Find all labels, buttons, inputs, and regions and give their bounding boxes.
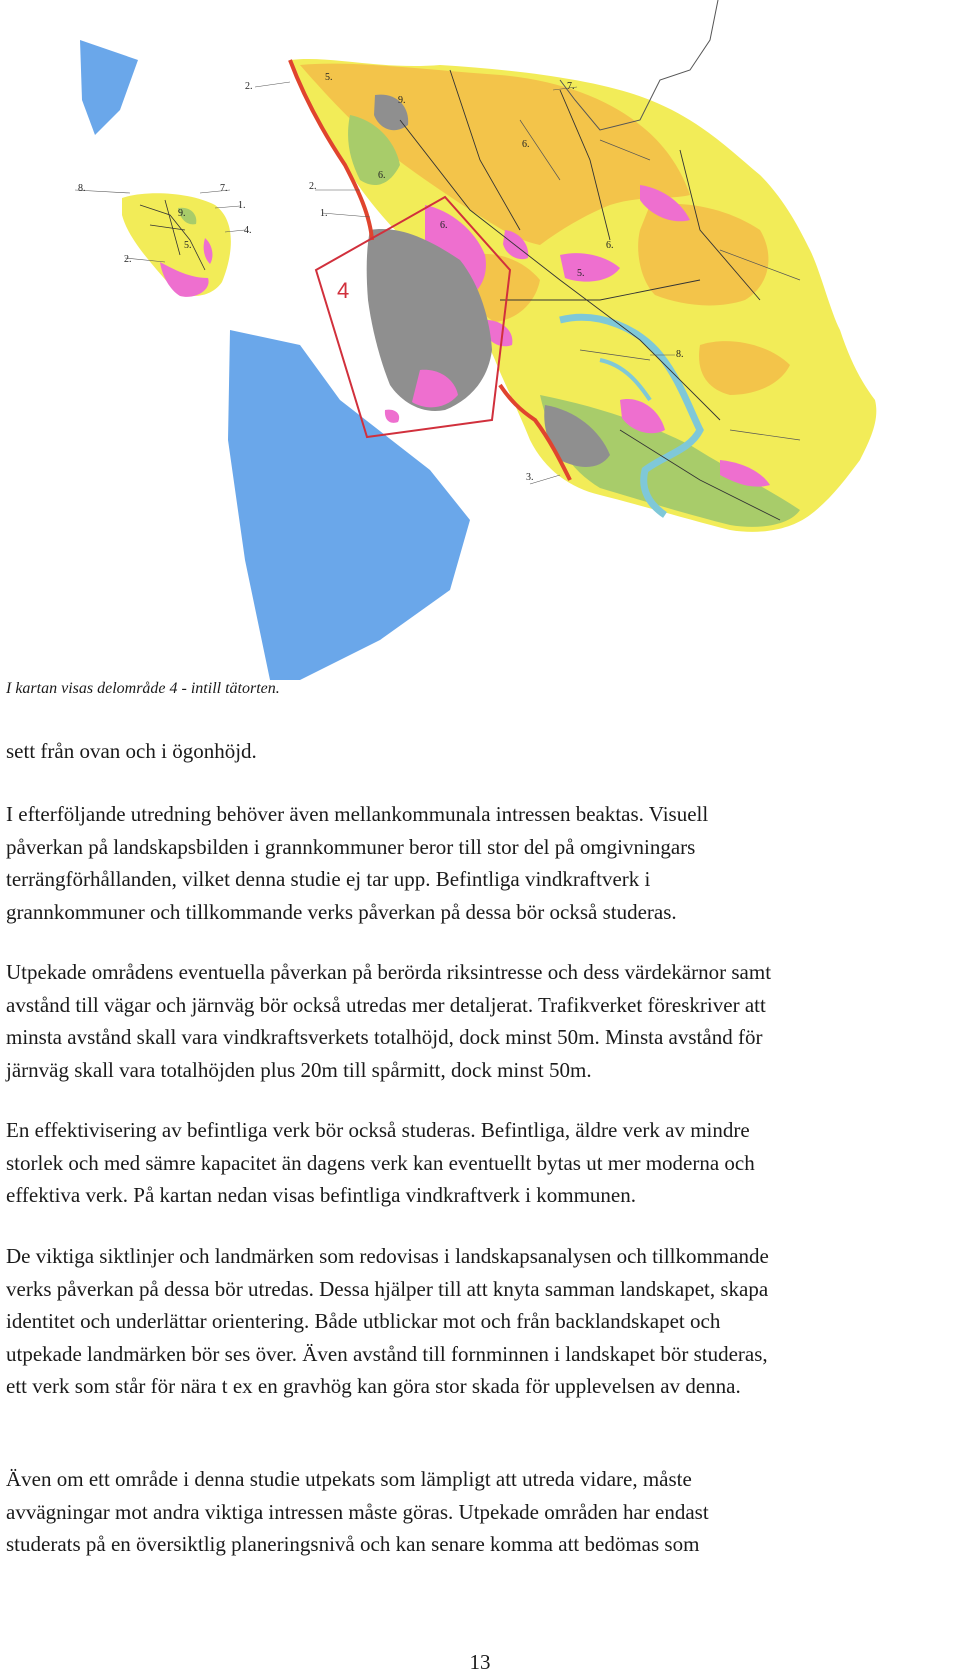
zone-label: 1.: [238, 200, 246, 211]
text-line: sett från ovan och i ögonhöjd.: [6, 739, 257, 763]
text-line: avvägningar mot andra viktiga intressen måste göras. Utpekade områden har endast: [6, 1499, 709, 1524]
text-line: En effektivisering av befintliga verk bör också studeras. Befintliga, äldre verk av mindre: [6, 1118, 750, 1142]
zone-label: 1.: [320, 208, 328, 219]
text-line: avstånd till vägar och järnväg bör också utredas mer detaljerat. Trafikverket föreskriver att: [6, 992, 766, 1017]
text-line: identitet och underlättar orientering. Både utblickar mot och från backlandskapet och: [6, 1309, 721, 1333]
text-line: terrängförhållanden, vilket denna studie ej tar upp. Befintliga vindkraftverk i: [6, 867, 651, 891]
text-line: studerats på en översiktlig planeringsnivå och kan senare komma att bedömas som: [6, 1532, 700, 1556]
zone-label: 2.: [124, 254, 132, 265]
paragraph-6: [6, 1463, 956, 1561]
zone-label: 6.: [522, 139, 530, 150]
zone-label: 8.: [78, 183, 86, 194]
zone-label: 6.: [440, 220, 448, 231]
zone-label: 2.: [245, 81, 253, 92]
island: [122, 193, 231, 297]
zone-label: 2.: [309, 181, 317, 192]
text-line: verks påverkan på dessa bör utredas. Dessa hjälper till att knyta samman landskapet, skapa: [6, 1276, 769, 1301]
zone-label: 7.: [567, 81, 575, 92]
zone-label: 3.: [526, 472, 534, 483]
text-line: utpekade landmärken bör ses över. Även avstånd till fornminnen i landskapet bör studeras,: [6, 1341, 768, 1366]
municipality-map: [0, 0, 960, 680]
text-line: järnväg skall vara totalhöjden plus 20m till spårmitt, dock minst 50m.: [6, 1057, 592, 1082]
paragraph-2: [6, 798, 956, 928]
text-line: De viktiga siktlinjer och landmärken som redovisas i landskapsanalysen och tillkommande: [6, 1244, 769, 1268]
zone-label: 9.: [398, 95, 406, 106]
area-4-label: 4: [337, 278, 350, 303]
sea-area-northwest: [80, 40, 138, 135]
text-line: effektiva verk. På kartan nedan visas befintliga vindkraftverk i kommunen.: [6, 1183, 636, 1207]
zone-label: 6.: [378, 170, 386, 181]
paragraph-4: [6, 1114, 956, 1212]
page-number: 13: [469, 1650, 491, 1674]
text-line: minsta avstånd skall vara vindkraftsverkets totalhöjd, dock minst 50m. Minsta avstånd för: [6, 1025, 763, 1049]
text-line: grannkommuner och tillkommande verks påverkan på dessa bör också studeras.: [6, 899, 677, 924]
zone-label: 5.: [325, 72, 333, 83]
zone-label: 5.: [184, 240, 192, 251]
zone-label: 6.: [606, 240, 614, 251]
map-caption: I kartan visas delområde 4 - intill tätorten.: [6, 680, 280, 697]
zone-label: 7.: [220, 183, 228, 194]
zone-label: 9.: [178, 208, 186, 219]
zone-label: 5.: [577, 268, 585, 279]
text-line: påverkan på landskapsbilden i grannkommuner beror till stor del på omgivningars: [6, 834, 696, 859]
text-line: Även om ett område i denna studie utpekats som lämpligt att utreda vidare, måste: [6, 1467, 692, 1491]
paragraph-5: [6, 1240, 956, 1403]
text-line: Utpekade områdens eventuella påverkan på berörda riksintresse och dess värdekärnor samt: [6, 960, 772, 984]
paragraph-1: [6, 735, 956, 768]
text-line: storlek och med sämre kapacitet än dagens verk kan eventuellt bytas ut mer moderna och: [6, 1150, 755, 1175]
zone-label: 4.: [244, 225, 252, 236]
zone-label: 8.: [676, 349, 684, 360]
text-line: ett verk som står för nära t ex en gravhög kan göra stor skada för upplevelsen av denna.: [6, 1374, 741, 1398]
text-line: I efterföljande utredning behöver även mellankommunala intressen beaktas. Visuell: [6, 802, 709, 826]
paragraph-3: [6, 956, 956, 1086]
